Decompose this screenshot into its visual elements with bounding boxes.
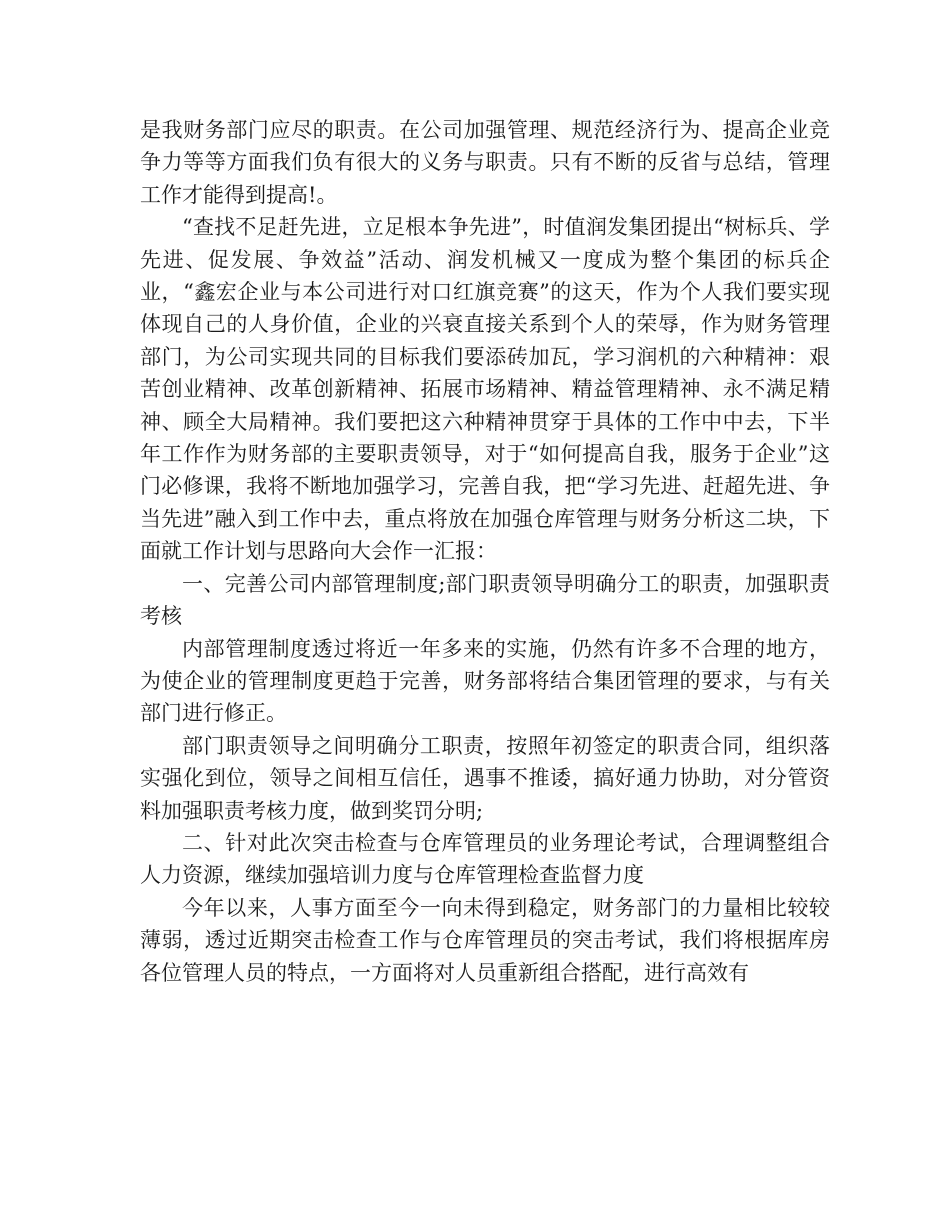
paragraph-leadership-division: 部门职责领导之间明确分工职责，按照年初签定的职责合同，组织落实强化到位，领导之间相互信任，遇事不推诿，搞好通力协助，对分管资料加强职责考核力度，做到奖罚分明; bbox=[140, 733, 830, 823]
paragraph-learn-advanced: “查找不足赶先进，立足根本争先进”，时值润发集团提出“树标兵、学先进、促发展、争效益”活动、润发机械又一度成为整个集团的标兵企业，“鑫宏企业与本公司进行对口红旗竞赛”的这天，作为个人我们要实现体现自己的人身价值，企业的兴衰直接关系到个人的荣辱，作为财务管理部门，为公司实现共同的目标我们要添砖加瓦，学习润机的六种精神：艰苦创业精神、改革创新精神、拓展市场精神、精益管理精神、永不满足精神、顾全大局精神。我们要把这六种精神贯穿于具体的工作中中去，下半年工作作为财务部的主要职责领导，对于“如何提高自我，服务于企业”这门必修课，我将不断地加强学习，完善自我，把“学习先进、赶超先进、争当先进”融入到工作中去，重点将放在加强仓库管理与财务分析这二块，下面就工作计划与思路向大会作一汇报： bbox=[140, 215, 830, 564]
section-heading-internal-management: 一、完善公司内部管理制度;部门职责领导明确分工的职责，加强职责考核 bbox=[140, 571, 830, 629]
paragraph-personnel-arrangement: 今年以来，人事方面至今一向未得到稳定，财务部门的力量相比较较薄弱，透过近期突击检查工作与仓库管理员的突击考试，我们将根据库房各位管理人员的特点，一方面将对人员重新组合搭配，进行高效有 bbox=[140, 895, 830, 985]
section-heading-warehouse-training: 二、针对此次突击检查与仓库管理员的业务理论考试，合理调整组合人力资源，继续加强培训力度与仓库管理检查监督力度 bbox=[140, 830, 830, 888]
document-body bbox=[140, 114, 830, 989]
paragraph-internal-system: 内部管理制度透过将近一年多来的实施，仍然有许多不合理的地方，为使企业的管理制度更趋于完善，财务部将结合集团管理的要求，与有关部门进行修正。 bbox=[140, 636, 830, 726]
paragraph-financial-duty: 是我财务部门应尽的职责。在公司加强管理、规范经济行为、提高企业竞争力等等方面我们负有很大的义务与职责。只有不断的反省与总结，管理工作才能得到提高!。 bbox=[140, 118, 830, 207]
